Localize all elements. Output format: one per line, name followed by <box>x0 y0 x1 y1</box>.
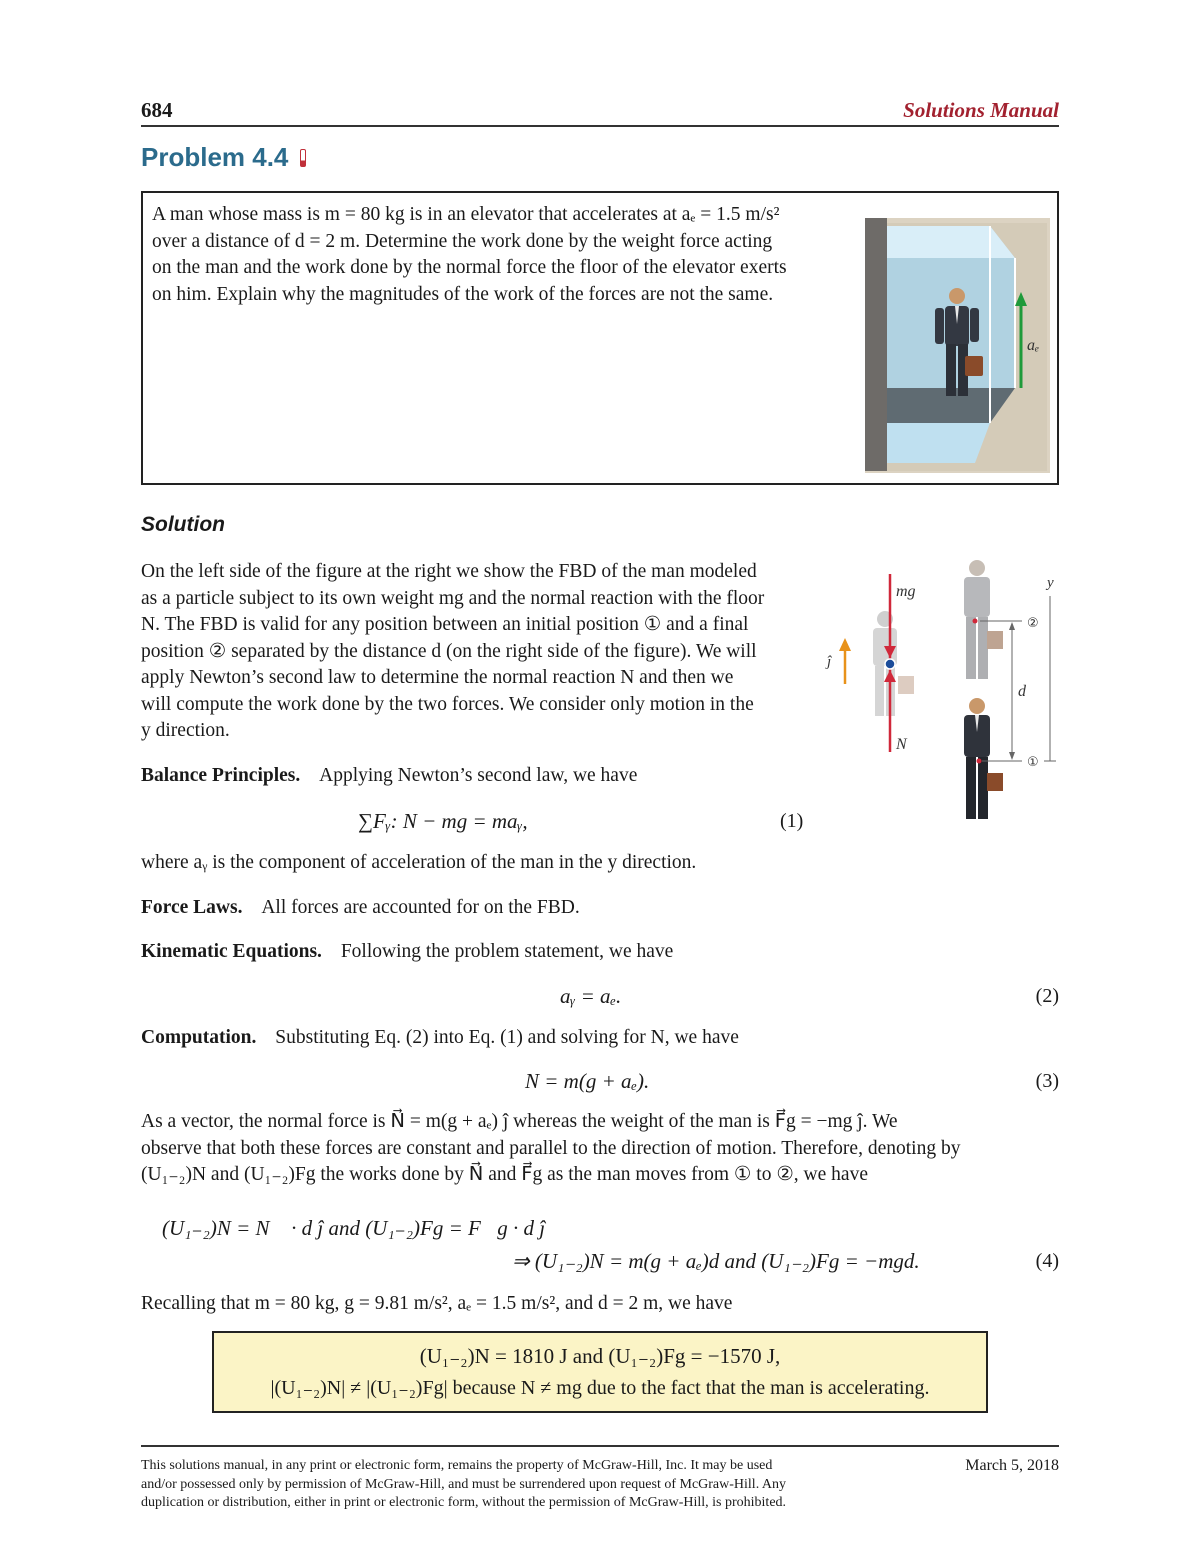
intro-line: On the left side of the figure at the right we show the FBD of the man modeled <box>141 561 757 582</box>
vector-line: As a vector, the normal force is N⃗ = m(g + aₑ) ĵ whereas the weight of the man is F⃗g = −mg ĵ. We <box>141 1111 898 1132</box>
balance-label: Balance Principles. <box>141 765 301 786</box>
intro-line: y direction. <box>141 720 230 741</box>
solution-heading: Solution <box>141 513 225 536</box>
page-number: 684 <box>141 98 173 122</box>
equation-2: aᵧ = aₑ. <box>560 984 622 1008</box>
unit-vector-head <box>839 638 851 651</box>
kinematic-label: Kinematic Equations. <box>141 941 322 962</box>
force-laws-paragraph <box>141 895 580 922</box>
statement-line: A man whose mass is m = 80 kg is in an elevator that accelerates at aₑ = 1.5 m/s² <box>152 204 780 225</box>
computation-paragraph <box>141 1025 739 1052</box>
footer-rule <box>141 1445 1059 1447</box>
equation-3-number: (3) <box>1035 1070 1059 1092</box>
position-1-label: ① <box>1027 755 1039 770</box>
solution-intro <box>141 559 811 745</box>
answer-line-1: (U₁₋₂)N = 1810 J and (U₁₋₂)Fg = −1570 J, <box>419 1344 781 1368</box>
header-rule <box>141 125 1059 127</box>
balance-paragraph <box>141 763 637 790</box>
accel-label: aₑ <box>1027 337 1040 354</box>
y-axis-label: y <box>1047 575 1054 591</box>
statement-line: on him. Explain why the magnitudes of the work of the forces are not the same. <box>152 283 774 305</box>
balance-text: Applying Newton’s second law, we have <box>319 765 638 786</box>
kinematic-paragraph <box>141 939 673 966</box>
force-laws-text: All forces are accounted for on the FBD. <box>261 897 580 918</box>
footer-date: March 5, 2018 <box>965 1457 1059 1474</box>
mg-label: mg <box>896 583 916 600</box>
vector-paragraph <box>141 1109 1059 1189</box>
kinematic-text: Following the problem statement, we have <box>340 941 674 962</box>
fbd-figure <box>822 556 1062 826</box>
equation-1: ∑Fᵧ: N − mg = maᵧ, <box>358 809 528 833</box>
equation-4-number: (4) <box>1035 1250 1059 1272</box>
man-position-1 <box>964 698 1003 819</box>
vector-line: (U₁₋₂)N and (U₁₋₂)Fg the works done by N⃗ and F⃗g as the man moves from ① to ②, we have <box>141 1164 868 1185</box>
statement-line: on the man and the work done by the normal force the floor of the elevator exerts <box>152 257 787 278</box>
intro-line: position ② separated by the distance d (on the right side of the figure). We will <box>141 640 757 662</box>
footer-line: and/or possessed only by permission of McGraw-Hill, and must be surrendered upon request of McGraw-Hill. Any <box>141 1476 787 1492</box>
d-label: d <box>1018 683 1026 700</box>
footer-line: This solutions manual, in any print or electronic form, remains the property of McGraw-Hill, Inc. It may be used <box>141 1458 773 1473</box>
intro-line: apply Newton’s second law to determine the normal reaction N and then we <box>141 667 734 688</box>
intro-line: as a particle subject to its own weight mg and the normal reaction with the floor <box>141 587 765 609</box>
elevator-figure <box>865 218 1050 473</box>
equation-2-number: (2) <box>1035 985 1059 1007</box>
particle-dot <box>885 659 895 669</box>
statement-line: over a distance of d = 2 m. Determine the work done by the weight force acting <box>152 230 773 252</box>
problem-title <box>141 142 306 173</box>
footer-line: duplication or distribution, either in print or electronic form, without the permission of McGraw-Hill, is prohibited. <box>141 1495 787 1510</box>
position-2-label: ② <box>1027 616 1039 631</box>
where-text: where aᵧ is the component of acceleration of the man in the y direction. <box>141 852 697 873</box>
equation-4-line-2: ⇒ (U₁₋₂)N = m(g + aₑ)d and (U₁₋₂)Fg = −mgd. <box>512 1249 920 1273</box>
problem-title-text: Problem 4.4 <box>141 142 289 172</box>
j-label: ĵ <box>827 654 832 670</box>
answer-line-2: |(U₁₋₂)N| ≠ |(U₁₋₂)Fg| because N ≠ mg due to the fact that the man is accelerating. <box>270 1376 930 1399</box>
copyright-notice <box>141 1457 901 1513</box>
equation-3: N = m(g + aₑ). <box>525 1069 650 1093</box>
intro-line: will compute the work done by the two forces. We consider only motion in the <box>141 693 754 715</box>
problem-statement <box>152 202 857 308</box>
equation-4-line-1: (U₁₋₂)N = N⃗ · d ĵ and (U₁₋₂)Fg = F⃗g · d ĵ <box>162 1216 546 1240</box>
computation-label: Computation. <box>141 1027 257 1048</box>
intro-line: N. The FBD is valid for any position between an initial position ① and a final <box>141 614 749 635</box>
vector-line: observe that both these forces are constant and parallel to the direction of motion. Therefore, denoting by <box>141 1137 961 1159</box>
computation-text: Substituting Eq. (2) into Eq. (1) and solving for N, we have <box>275 1027 739 1048</box>
force-laws-label: Force Laws. <box>141 897 243 918</box>
running-head: Solutions Manual <box>903 98 1059 122</box>
man-position-2 <box>964 560 1003 679</box>
n-label: N <box>896 736 907 753</box>
answer-box <box>212 1331 988 1413</box>
difficulty-icon <box>300 149 306 167</box>
equation-1-number: (1) <box>780 810 804 832</box>
recall-text: Recalling that m = 80 kg, g = 9.81 m/s², aₑ = 1.5 m/s², and d = 2 m, we have <box>141 1293 733 1314</box>
